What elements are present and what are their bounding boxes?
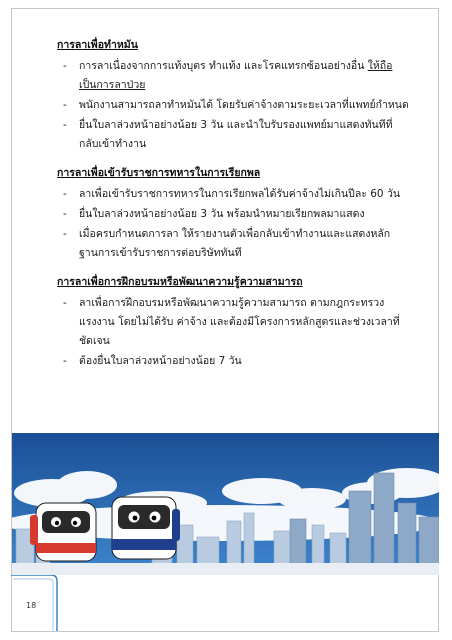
list-item-text: ยื่นใบลาล่วงหน้าอย่างน้อย 3 วัน พร้อมนำหมายเรียกพลมาแสดง <box>79 208 365 220</box>
dash-bullet: - <box>63 355 67 367</box>
list-item-underlined-text: ให้ถือเป็นการลาป่วย <box>79 60 393 91</box>
section-heading: การลาเพื่อทำหมัน <box>57 39 138 51</box>
list-item <box>57 225 409 263</box>
city-train-illustration <box>12 433 439 575</box>
section-sterilization-leave <box>57 36 409 154</box>
list-item <box>57 294 409 351</box>
bullet-list <box>57 57 409 154</box>
list-item-text: การลาเนื่องจากการแท้งบุตร ทำแท้ง และโรคแทรกซ้อนอย่างอื่น <box>79 60 368 72</box>
dash-bullet: - <box>63 208 67 220</box>
document-body <box>57 36 409 381</box>
list-item-text: ลาเพื่อเข้ารับราชการทหารในการเรียกพลได้รับค่าจ้างไม่เกินปีละ 60 วัน <box>79 188 401 200</box>
section-military-leave <box>57 164 409 263</box>
list-item-text: ต้องยื่นใบลาล่วงหน้าอย่างน้อย 7 วัน <box>79 355 242 367</box>
list-item <box>57 96 409 115</box>
list-item <box>57 57 409 95</box>
mascot-train-left <box>30 503 96 561</box>
dash-bullet: - <box>63 228 67 240</box>
dash-bullet: - <box>63 119 67 131</box>
list-item <box>57 205 409 224</box>
list-item <box>57 116 409 154</box>
mascot-train-right <box>112 497 180 559</box>
skyline-svg <box>12 433 439 575</box>
list-item <box>57 185 409 204</box>
bullet-list <box>57 294 409 371</box>
ground <box>12 563 439 575</box>
dash-bullet: - <box>63 60 67 72</box>
bullet-list <box>57 185 409 263</box>
dash-bullet: - <box>63 297 67 309</box>
list-item-text: ยื่นใบลาล่วงหน้าอย่างน้อย 3 วัน และนำใบรับรองแพทย์มาแสดงทันทีที่กลับเข้าทำงาน <box>79 119 393 150</box>
footer-curve <box>11 575 439 631</box>
list-item-text: ลาเพื่อการฝึกอบรมหรือพัฒนาความรู้ความสามารถ ตามกฎกระทรวงแรงงาน โดยไม่ได้รับ ค่าจ้าง และต้องมีโครงการหลักสูตรและช่วงเวลาที่ชัดเจน <box>79 297 400 347</box>
section-heading: การลาเพื่อการฝึกอบรมหรือพัฒนาความรู้ความสามารถ <box>57 276 303 288</box>
list-item <box>57 352 409 371</box>
list-item-text: พนักงานสามารถลาทำหมันได้ โดยรับค่าจ้างตามระยะเวลาที่แพทย์กำหนด <box>79 99 409 111</box>
section-heading: การลาเพื่อเข้ารับราชการทหารในการเรียกพล <box>57 167 261 179</box>
page-number: 18 <box>26 601 37 610</box>
dash-bullet: - <box>63 99 67 111</box>
dash-bullet: - <box>63 188 67 200</box>
section-training-leave <box>57 273 409 371</box>
page-footer <box>11 575 439 631</box>
list-item-text: เมื่อครบกำหนดการลา ให้รายงานตัวเพื่อกลับเข้าทำงานและแสดงหลักฐานการเข้ารับราชการต่อบริษัททันที <box>79 228 391 259</box>
